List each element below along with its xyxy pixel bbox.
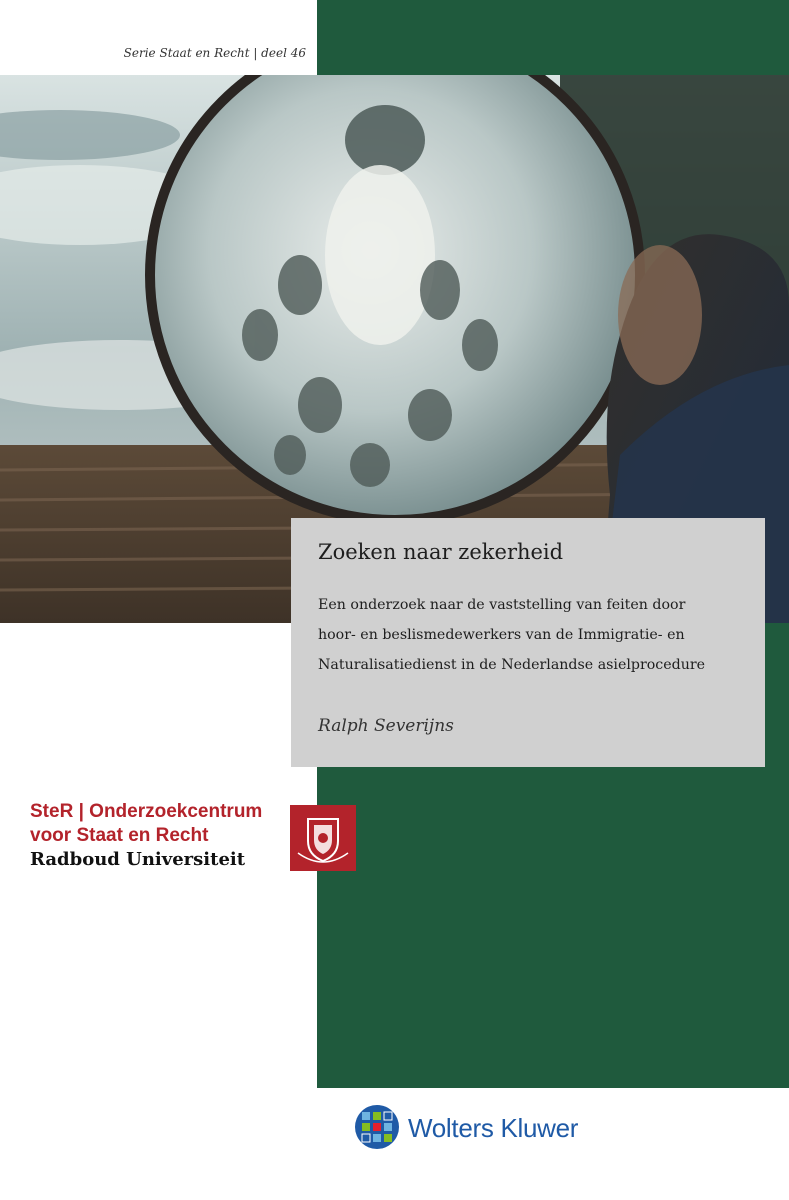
institute-line1: SteR | Onderzoekcentrum — [30, 801, 263, 822]
university-name: Radboud Universiteit — [30, 849, 246, 870]
series-label: Serie Staat en Recht | deel 46 — [123, 46, 306, 60]
book-title: Zoeken naar zekerheid — [318, 540, 564, 564]
wolters-kluwer-logo-icon — [352, 1102, 402, 1152]
subtitle-line: Een onderzoek naar de vaststelling van feiten door — [318, 597, 686, 613]
institute-block — [30, 800, 262, 872]
subtitle-line: hoor- en beslismedewerkers van de Immigratie- en — [318, 627, 685, 643]
book-author: Ralph Severijns — [318, 716, 454, 736]
institute-line2: voor Staat en Recht — [30, 825, 209, 846]
publisher-name: Wolters Kluwer — [408, 1113, 579, 1143]
radboud-crest-icon — [290, 805, 356, 871]
book-subtitle — [318, 590, 763, 680]
publisher-logo — [352, 1102, 579, 1154]
subtitle-line: Naturalisatiedienst in de Nederlandse asielprocedure — [318, 657, 706, 673]
